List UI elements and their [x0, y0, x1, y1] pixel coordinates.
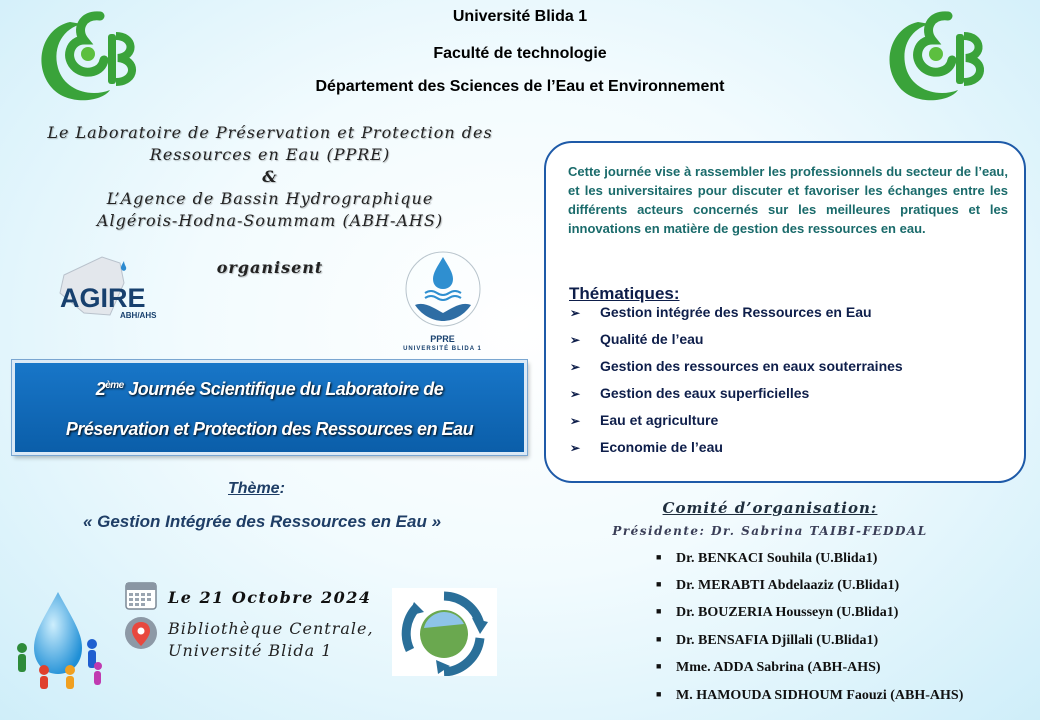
square-bullet-icon: ■ [656, 579, 662, 589]
agency-name-line1: L’Agence de Bassin Hydrographique [106, 189, 434, 208]
event-location-line1: Bibliothèque Centrale, [168, 619, 374, 638]
theme-label-colon: : [279, 480, 285, 497]
ppre-emblem-icon [395, 243, 490, 333]
topic-item: ➢ Economie de l’eau [570, 439, 723, 455]
committee-member: ■ Dr. MERABTI Abdelaaziz (U.Blida1) [656, 578, 900, 593]
agency-name-line2: Algérois-Hodna-Soummam (ABH-AHS) [96, 211, 444, 230]
theme-label [228, 480, 285, 498]
committee-member: ■ Mme. ADDA Sabrina (ABH-AHS) [656, 660, 881, 675]
arrow-bullet-icon: ➢ [570, 441, 581, 455]
ppre-logo-subtitle: UNIVERSITÉ BLIDA 1 [403, 346, 482, 352]
committee-member: ■ Dr. BOUZERIA Housseyn (U.Blida1) [656, 605, 899, 620]
arrow-bullet-icon: ➢ [570, 360, 581, 374]
topic-item: ➢ Qualité de l’eau [570, 331, 704, 347]
square-bullet-icon: ■ [656, 689, 662, 699]
topic-item: ➢ Gestion des ressources en eaux souterraines [570, 358, 903, 374]
square-bullet-icon: ■ [656, 552, 662, 562]
committee-member: ■ Dr. BENKACI Souhila (U.Blida1) [656, 551, 878, 566]
theme-text: « Gestion Intégrée des Ressources en Eau » [82, 512, 442, 531]
arrow-bullet-icon: ➢ [570, 333, 581, 347]
ppre-logo-name: PPRE [430, 334, 455, 344]
square-bullet-icon: ■ [656, 606, 662, 616]
arrow-bullet-icon: ➢ [570, 306, 581, 320]
lab-name-line1: Le Laboratoire de Préservation et Protection des [47, 123, 493, 142]
ppre-logo [395, 243, 490, 358]
topic-item: ➢ Gestion intégrée des Ressources en Eau [570, 304, 872, 320]
agire-logo [50, 253, 170, 323]
organize-verb: organisent [216, 258, 324, 277]
arrow-bullet-icon: ➢ [570, 387, 581, 401]
committee-president: Présidente: Dr. Sabrina TAIBI-FEDDAL [612, 524, 928, 538]
calendar-icon [125, 580, 157, 610]
event-ordinal-suffix: ème [105, 380, 124, 391]
university-logo-left [30, 10, 140, 110]
lab-name-line2: Ressources en Eau (PPRE) [149, 145, 391, 164]
event-location-line2: Université Blida 1 [168, 641, 333, 660]
event-location [168, 618, 374, 662]
event-title-line2: Préservation et Protection des Ressources en Eau [65, 419, 474, 439]
agire-logo-subtitle: ABH/AHS [120, 311, 157, 320]
square-bullet-icon: ■ [656, 634, 662, 644]
committee-title: Comité d’organisation: [662, 499, 878, 517]
arrow-bullet-icon: ➢ [570, 414, 581, 428]
committee-member: ■ M. HAMOUDA SIDHOUM Faouzi (ABH-AHS) [656, 688, 964, 703]
faculty-name: Faculté de technologie [433, 45, 607, 62]
event-title-line1-text: Journée Scientifique du Laboratoire de [123, 379, 444, 399]
department-name: Département des Sciences de l’Eau et Environnement [315, 78, 725, 95]
ampersand: & [262, 167, 278, 186]
agire-logo-name: AGIRE [60, 283, 146, 313]
event-title-line1 [15, 369, 524, 409]
topic-item: ➢ Gestion des eaux superficielles [570, 385, 810, 401]
topics-title: Thématiques: [569, 284, 680, 303]
event-title-banner [12, 360, 527, 455]
recycle-globe-image [392, 588, 497, 676]
square-bullet-icon: ■ [656, 661, 662, 671]
event-description: Cette journée vise à rassembler les professionnels du secteur de l’eau, et les universitaires pour discuter et favoriser les échanges entre les différents acteurs concernés sur les meilleures pratiques et les innovations en matière de gestion des ressources en eau. [568, 164, 1008, 236]
recycle-arrows-icon [392, 588, 497, 676]
committee-member: ■ Dr. BENSAFIA Djillali (U.Blida1) [656, 633, 879, 648]
water-drop-people-icon [14, 590, 104, 690]
event-date: Le 21 Octobre 2024 [168, 588, 372, 607]
topic-item: ➢ Eau et agriculture [570, 412, 719, 428]
event-ordinal: 2 [95, 379, 106, 399]
location-pin-icon [124, 616, 158, 652]
theme-label-text: Thème [228, 480, 280, 497]
university-name: Université Blida 1 [452, 8, 588, 25]
university-logo-right [878, 10, 988, 110]
